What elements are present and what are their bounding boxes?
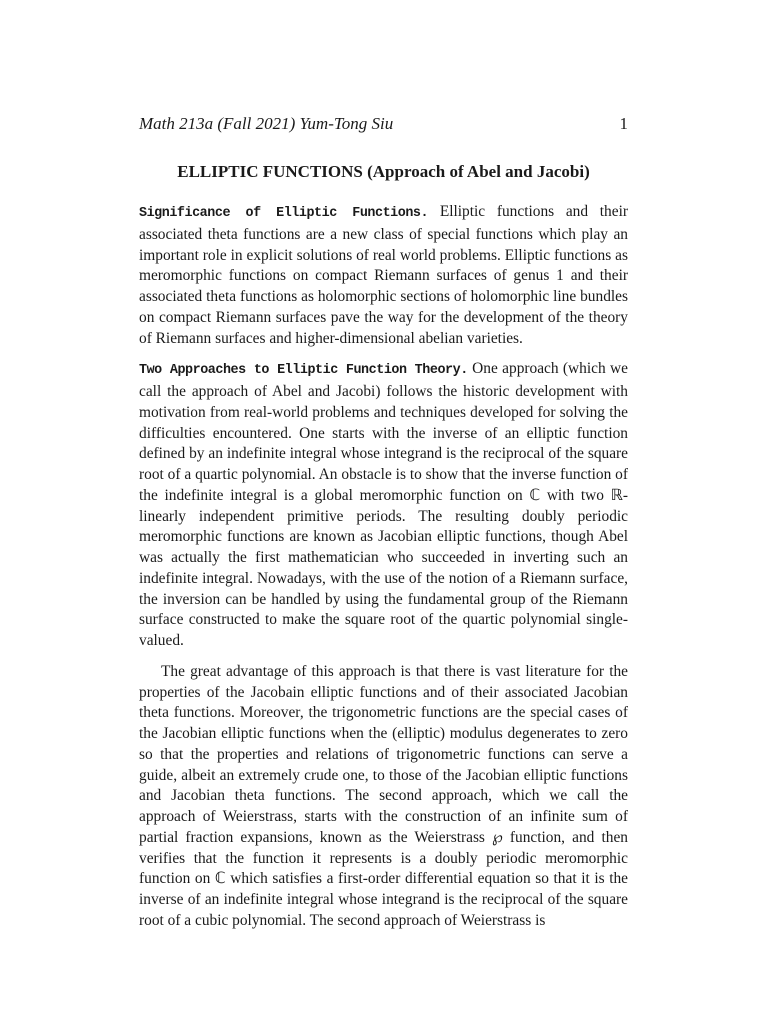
- course-info: Math 213a (Fall 2021) Yum-Tong Siu: [139, 114, 394, 133]
- document-body: [139, 202, 628, 942]
- paragraph-heading: Significance of Elliptic Functions.: [139, 206, 429, 221]
- document-page: [139, 0, 628, 1024]
- paragraph-two-approaches: [139, 359, 628, 652]
- document-title: ELLIPTIC FUNCTIONS (Approach of Abel and Jacobi): [177, 162, 590, 181]
- paragraph-significance: [139, 202, 628, 349]
- paragraph-text: Elliptic functions and their associated theta functions are a new class of special functions which play an important role in explicit solutions of real world problems. Elliptic functions as meromorphic functions on compact Riemann surfaces of genus 1 and their associated theta functions as holomorphic sections of holomorphic line bundles on compact Riemann surfaces pave the way for the development of the theory of Riemann surfaces and higher-dimensional abelian varieties.: [139, 203, 628, 347]
- paragraph-text: The great advantage of this approach is that there is vast literature for the properties of the Jacobain elliptic functions and of their associated Jacobian theta functions. Moreover, the trigonometric functions are the special cases of the Jacobian elliptic functions when the (elliptic) modulus degenerates to zero so that the properties and relations of trigonometric functions can serve a guide, albeit an extremely crude one, to those of the Jacobian elliptic functions and Jacobian theta functions. The second approach, which we call the approach of Weierstrass, starts with the construction of an infinite sum of partial fraction expansions, known as the Weierstrass ℘ function, and then verifies that the function it represents is a doubly periodic meromorphic function on ℂ which satisfies a first-order differential equation so that it is the inverse of an indefinite integral whose integrand is the reciprocal of the square root of a cubic polynomial. The second approach of Weierstrass is: [139, 662, 628, 929]
- running-header: [139, 114, 628, 134]
- paragraph-heading: Two Approaches to Elliptic Function Theory.: [139, 363, 468, 379]
- page-number: 1: [619, 114, 628, 133]
- paragraph-advantage: [139, 662, 628, 932]
- paragraph-text: One approach (which we call the approach of Abel and Jacobi) follows the historic development with motivation from real-world problems and techniques developed for solving the difficulties encountered. One starts with the inverse of an elliptic function defined by an indefinite integral whose integrand is the reciprocal of the square root of a quartic polynomial. An obstacle is to show that the inverse function of the indefinite integral is a global meromorphic function on ℂ with two ℝ-linearly independent primitive periods. The resulting doubly periodic meromorphic functions are known as Jacobian elliptic functions, though Abel was actually the first mathematician who succeeded in inverting such an indefinite integral. Nowadays, with the use of the notion of a Riemann surface, the inversion can be handled by using the fundamental group of the Riemann surface constructed to make the square root of the quartic polynomial single-valued.: [139, 360, 628, 649]
